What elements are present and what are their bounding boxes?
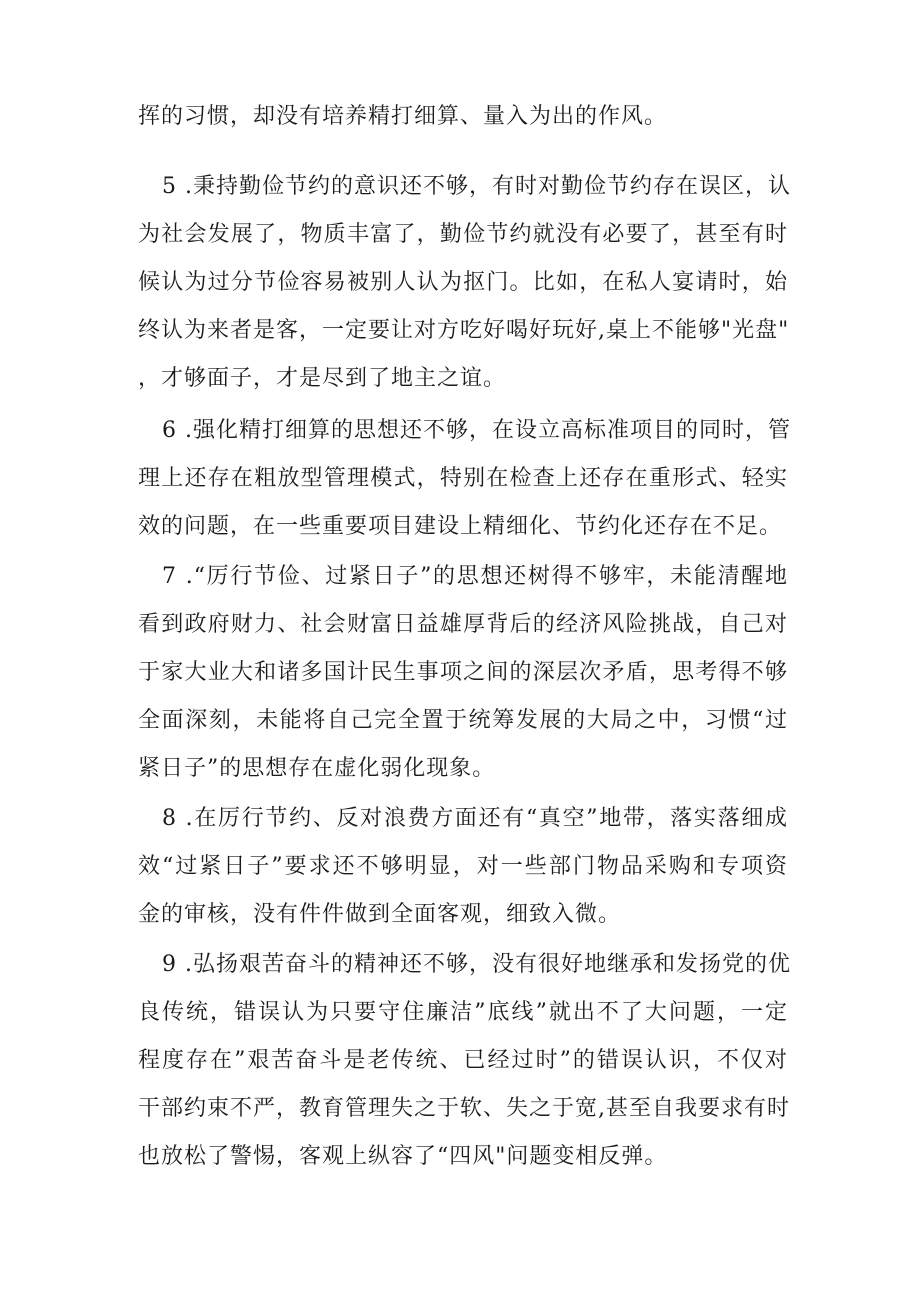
paragraph-8-line-3: 金的审核，没有件件做到全面客观，细致入微。 [138,902,622,927]
paragraph-7-line-5: 紧日子”的思想存在虚化弱化现象。 [138,756,496,781]
paragraph-8-line-2: 效“过紧日子”要求还不够明显，对一些部门物品采购和专项资 [138,854,788,879]
paragraph-8-line-1: 8 .在厉行节约、反对浪费方面还有“真空”地带，落实落细成 [162,806,788,831]
paragraph-5-line-2: 为社会发展了，物质丰富了，勤俭节约就没有必要了，甚至有时 [138,222,788,247]
paragraph-9-line-5: 也放松了警惕，客观上纵容了“四风"问题变相反弹。 [138,1144,668,1169]
paragraph-6-line-2: 理上还存在粗放型管理模式，特别在检查上还存在重形式、轻实 [138,466,788,491]
paragraph-5-line-4: 终认为来者是客，一定要让对方吃好喝好玩好,桌上不能够"光盘" [138,318,790,343]
paragraph-4-line-1: 挥的习惯，却没有培养精打细算、量入为出的作风。 [138,104,668,129]
paragraph-5-line-1: 5 .秉持勤俭节约的意识还不够，有时对勤俭节约存在误区，认 [162,174,791,199]
paragraph-9-line-3: 程度存在”艰苦奋斗是老传统、已经过时”的错误认识，不仅对 [138,1048,788,1073]
paragraph-9-line-2: 良传统，错误认为只要守住廉洁”底线”就出不了大问题，一定 [138,1000,788,1025]
paragraph-7-line-3: 于家大业大和诸多国计民生事项之间的深层次矛盾，思考得不够 [138,660,788,685]
paragraph-6-line-1: 6 .强化精打细算的思想还不够，在设立高标准项目的同时，管 [162,418,791,443]
paragraph-9-line-4: 干部约束不严，教育管理失之于软、失之于宽,甚至自我要求有时 [138,1096,790,1121]
paragraph-7-line-1: 7 .“厉行节俭、过紧日子”的思想还树得不够牢，未能清醒地 [162,564,788,589]
paragraph-5-line-5: ，才够面子，才是尽到了地主之谊。 [138,366,507,391]
paragraph-5-line-3: 候认为过分节俭容易被别人认为抠门。比如，在私人宴请时，始 [138,270,788,295]
paragraph-9-line-1: 9 .弘扬艰苦奋斗的精神还不够，没有很好地继承和发扬党的优 [162,952,791,977]
paragraph-7-line-4: 全面深刻，未能将自己完全置于统筹发展的大局之中，习惯“过 [138,708,788,733]
paragraph-6-line-3: 效的问题，在一些重要项目建设上精细化、节约化还存在不足。 [138,514,783,539]
paragraph-7-line-2: 看到政府财力、社会财富日益雄厚背后的经济风险挑战，自己对 [138,612,788,637]
